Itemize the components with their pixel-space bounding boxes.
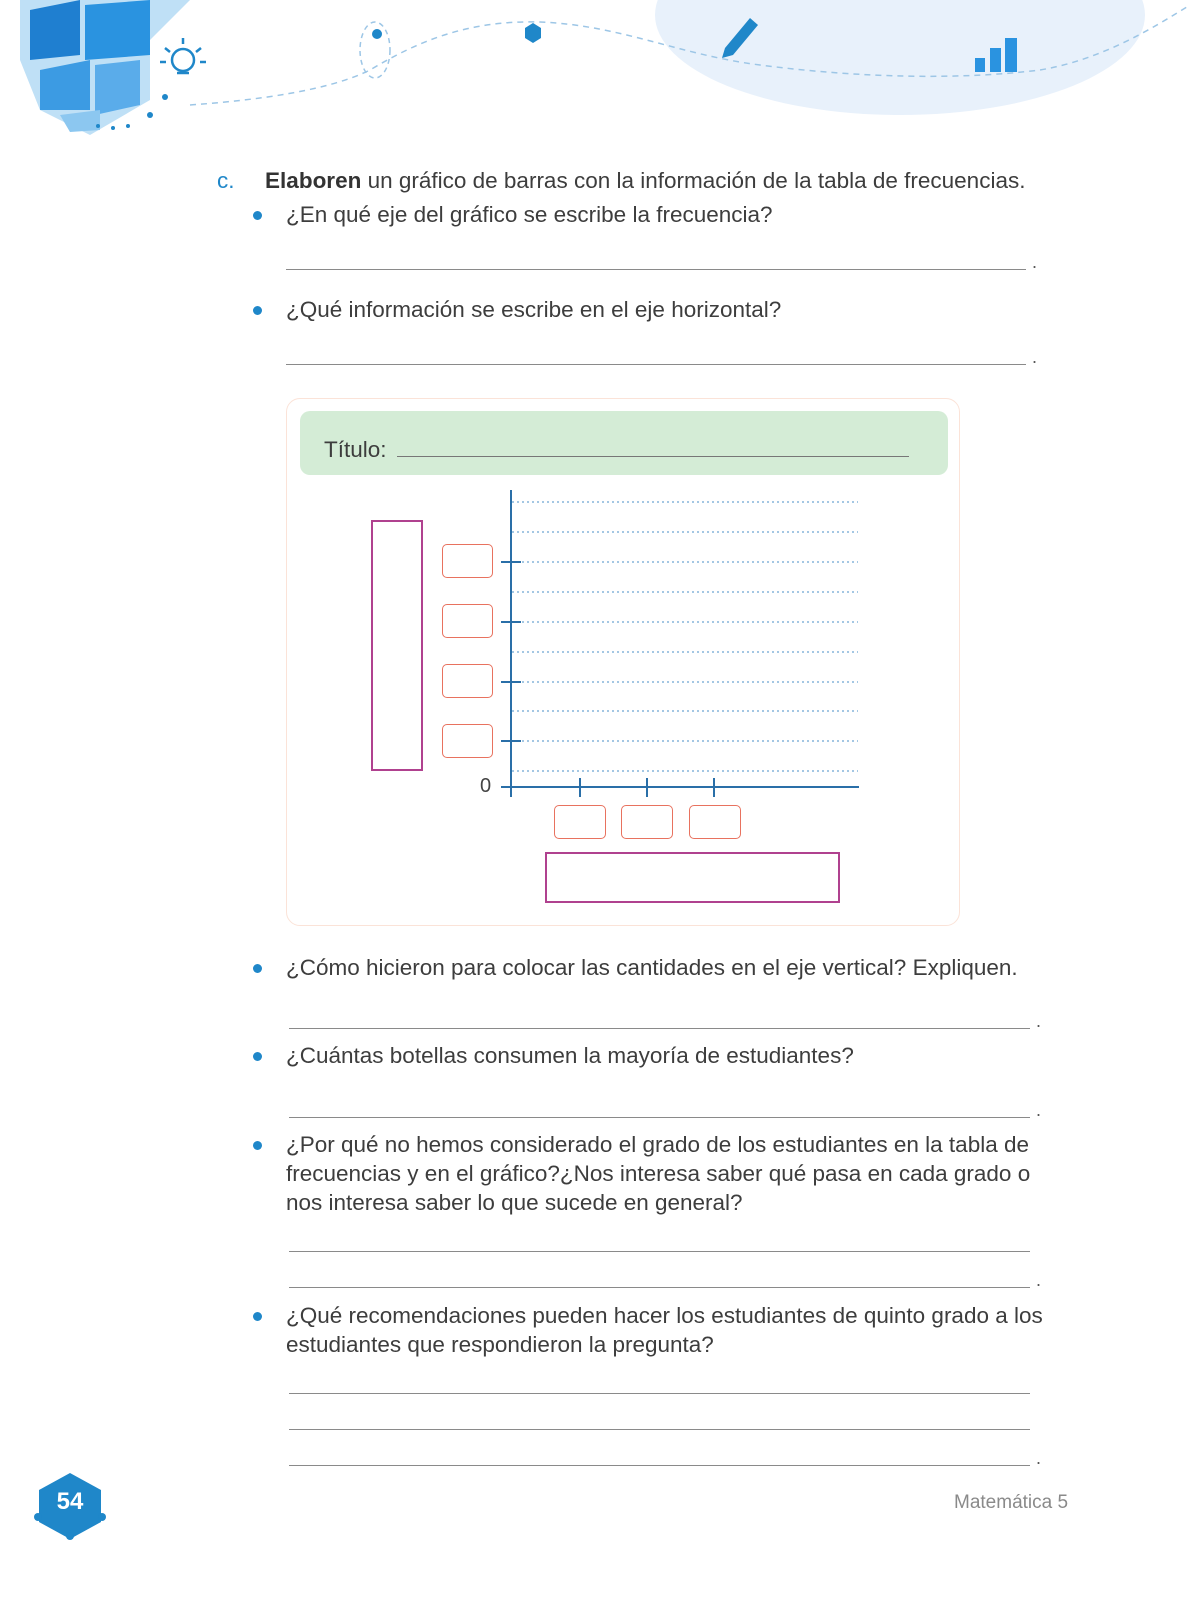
answer-line[interactable] [289, 1287, 1030, 1288]
period-mark: . [1036, 1011, 1042, 1031]
y-tick-value-box[interactable] [442, 664, 493, 698]
answer-line[interactable] [289, 1393, 1030, 1394]
period-mark: . [1032, 347, 1038, 367]
instruction-text: un gráfico de barras con la información de la tabla de frecuencias. [361, 168, 1026, 193]
x-axis-label-box[interactable] [545, 852, 840, 903]
bullet [253, 964, 262, 973]
period-mark: . [1032, 252, 1038, 272]
question-bottles: ¿Cuántas botellas consumen la mayoría de estudiantes? [286, 1043, 854, 1068]
answer-line[interactable] [289, 1251, 1030, 1252]
origin-label: 0 [480, 775, 492, 797]
answer-line[interactable] [289, 1028, 1030, 1029]
question-frequency-axis: ¿En qué eje del gráfico se escribe la frecuencia? [286, 202, 773, 227]
answer-line[interactable] [289, 1117, 1030, 1118]
answer-line[interactable] [289, 1465, 1030, 1466]
book-title: Matemática 5 [954, 1492, 1069, 1513]
period-mark: . [1036, 1448, 1042, 1468]
x-category-box[interactable] [554, 805, 606, 839]
y-tick-value-box[interactable] [442, 724, 493, 758]
page-number: 54 [56, 1488, 84, 1515]
x-category-box[interactable] [689, 805, 741, 839]
question-vertical-axis: ¿Cómo hicieron para colocar las cantidades en el eje vertical? Expliquen. [286, 955, 1018, 980]
x-category-box[interactable] [621, 805, 673, 839]
question-grade: ¿Por qué no hemos considerado el grado de los estudiantes en la tabla de frecuencias y en el gráfico?¿Nos interesa saber qué pasa en cada grado o nos interesa saber lo que sucede en general? [286, 1132, 1031, 1215]
instruction-bold: Elaboren [265, 168, 362, 193]
y-tick-value-box[interactable] [442, 544, 493, 578]
answer-line[interactable] [289, 1429, 1030, 1430]
y-tick-value-box[interactable] [442, 604, 493, 638]
bullet [253, 1141, 262, 1150]
bullet [253, 1312, 262, 1321]
bullet [253, 1052, 262, 1061]
question-recommendations: ¿Qué recomendaciones pueden hacer los estudiantes de quinto grado a los estudiantes que respondieron la pregunta? [286, 1303, 1043, 1357]
period-mark: . [1036, 1100, 1042, 1120]
period-mark: . [1036, 1270, 1042, 1290]
chart-title-label: Título: [324, 437, 387, 462]
question-horizontal-axis: ¿Qué información se escribe en el eje horizontal? [286, 297, 782, 322]
section-letter: c. [217, 168, 235, 193]
y-axis-label-box[interactable] [371, 520, 423, 771]
